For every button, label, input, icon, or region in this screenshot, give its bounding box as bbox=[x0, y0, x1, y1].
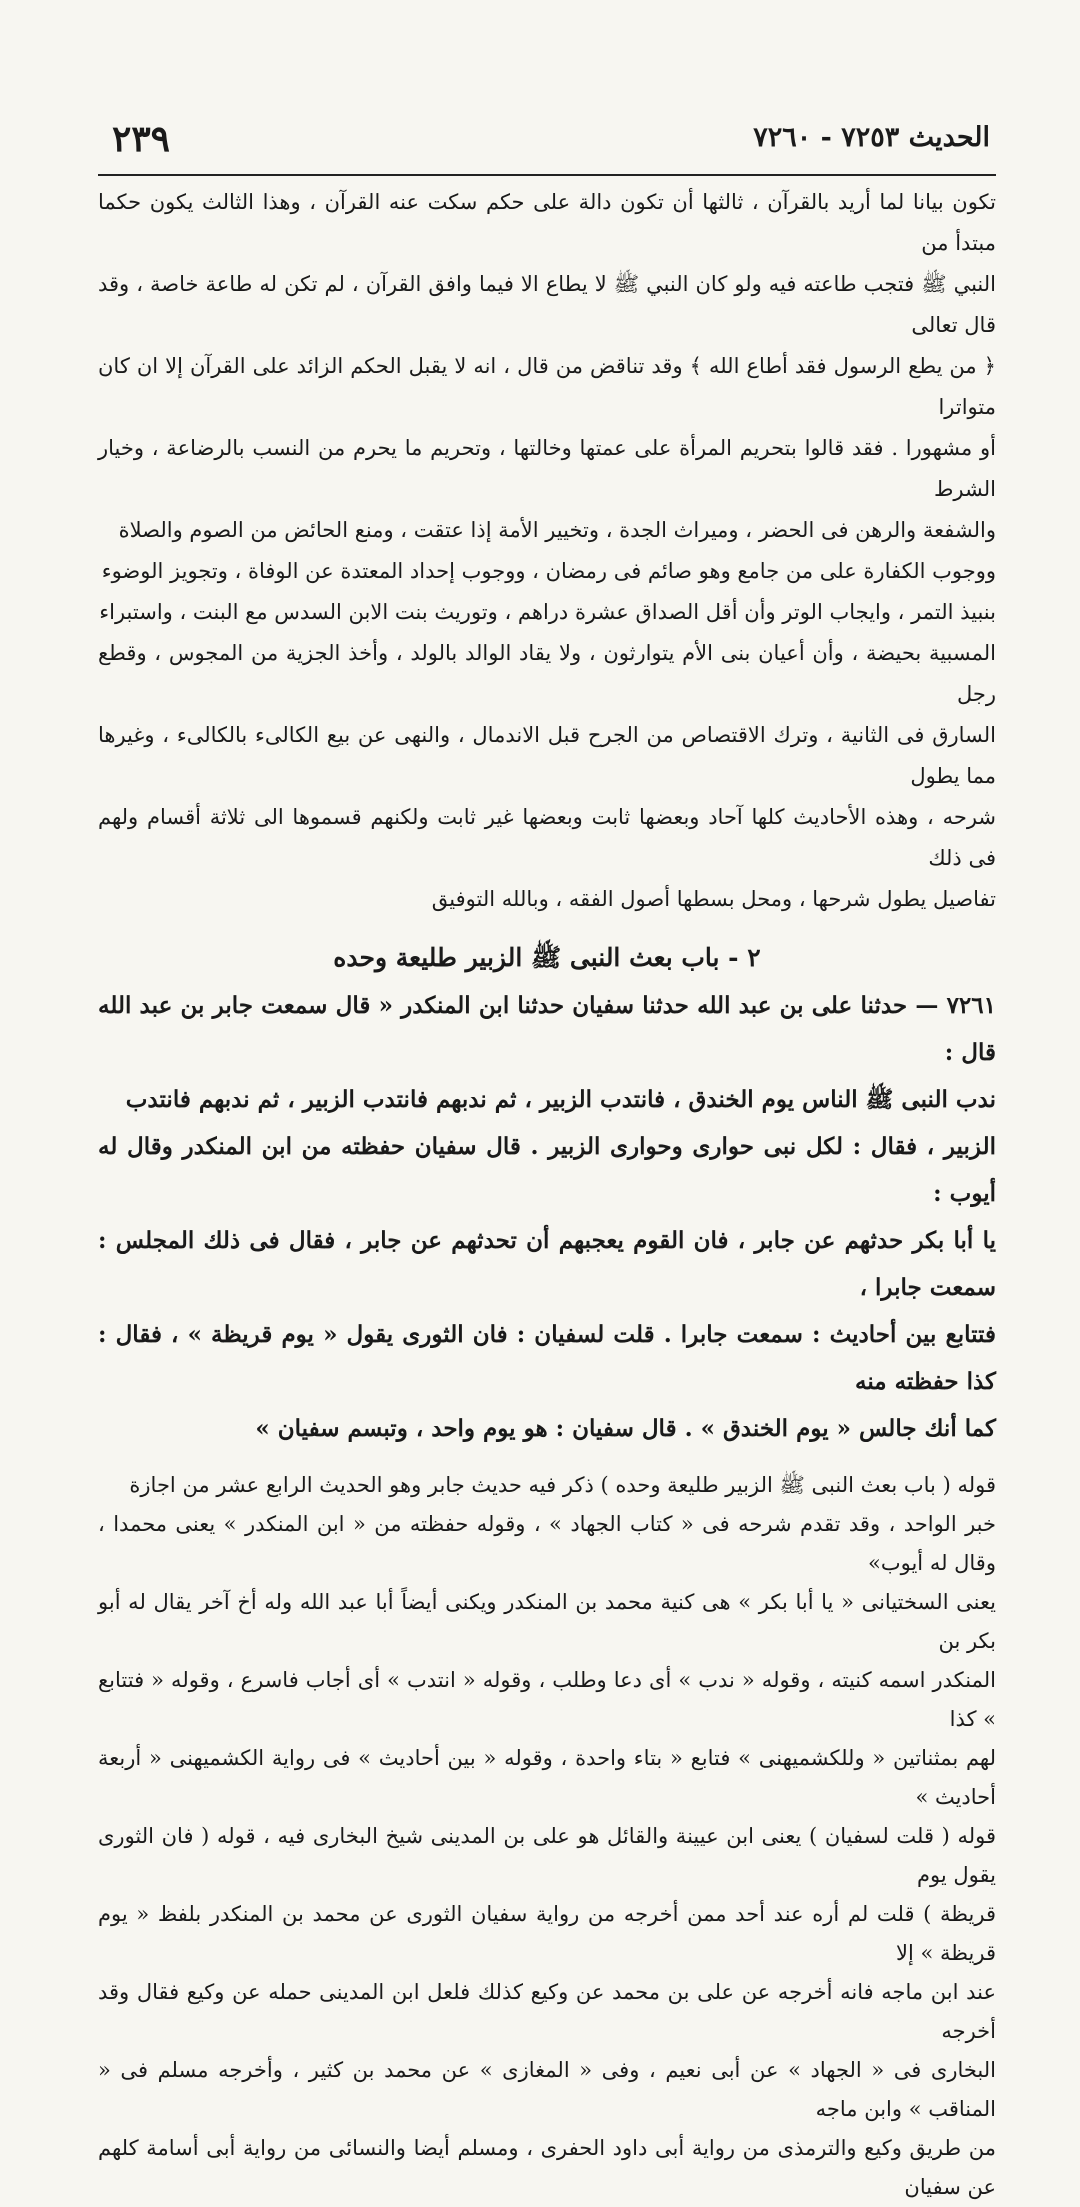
text-line: النبي ﷺ فتجب طاعته فيه ولو كان النبي ﷺ لا يطاع الا فيما وافق القرآن ، لم تكن له طاعة خاصة ، وقد قال تعالى bbox=[98, 272, 996, 337]
commentary-line: يعنى السختيانى « يا أبا بكر » هى كنية محمد بن المنكدر ويكنى أيضاً أبا عبد الله وله أخ آخر يقال له أبو بكر بن bbox=[98, 1590, 996, 1653]
text-line: ﴿ من يطع الرسول فقد أطاع الله ﴾ وقد تناقض من قال ، انه لا يقبل الحكم الزائد على القرآن إلا ان كان متواترا bbox=[98, 354, 996, 419]
text-line: ووجوب الكفارة على من جامع وهو صائم فى رمضان ، ووجوب إحداد المعتدة عن الوفاة ، وتجويز الوضوء bbox=[101, 559, 996, 583]
text-line: أو مشهورا . فقد قالوا بتحريم المرأة على عمتها وخالتها ، وتحريم ما يحرم من النسب بالرضاعة ، وخيار الشرط bbox=[98, 436, 997, 501]
hadith-line: كما أنك جالس « يوم الخندق » . قال سفيان : هو يوم واحد ، وتبسم سفيان » bbox=[255, 1415, 996, 1442]
text-line: تفاصيل يطول شرحها ، ومحل بسطها أصول الفقه ، وبالله التوفيق bbox=[431, 887, 996, 911]
text-line: المسبية بحيضة ، وأن أعيان بنى الأم يتوارثون ، ولا يقاد الوالد بالولد ، وأخذ الجزية من المجوس ، وقطع رجل bbox=[98, 641, 996, 706]
text-line: شرحه ، وهذه الأحاديث كلها آحاد وبعضها ثابت وبعضها غير ثابت ولكنهم قسموها الى ثلاثة أقسام ولهم فى ذلك bbox=[98, 805, 996, 870]
commentary bbox=[98, 1466, 996, 2207]
book-page bbox=[98, 118, 996, 2207]
hadith-line: ٧٢٦١ — حدثنا على بن عبد الله حدثنا سفيان حدثنا ابن المنكدر « قال سمعت جابر بن عبد الله قال : bbox=[98, 992, 996, 1066]
hadith-line: يا أبا بكر حدثهم عن جابر ، فان القوم يعجبهم أن تحدثهم عن جابر ، فقال فى ذلك المجلس : سمعت جابرا ، bbox=[98, 1227, 996, 1301]
commentary-line: خبر الواحد ، وقد تقدم شرحه فى « كتاب الجهاد » ، وقوله حفظته من « ابن المنكدر » يعنى محمدا ، وقال له أيوب» bbox=[98, 1512, 996, 1575]
hadith-line: ندب النبى ﷺ الناس يوم الخندق ، فانتدب الزبير ، ثم ندبهم فانتدب الزبير ، ثم ندبهم فانتدب bbox=[125, 1086, 996, 1113]
text-line: تكون بيانا لما أريد بالقرآن ، ثالثها أن تكون دالة على حكم سكت عنه القرآن ، وهذا الثالث يكون حكما مبتدأ من bbox=[98, 190, 996, 255]
page-header bbox=[98, 118, 996, 176]
page-number: ٢٣٩ bbox=[112, 118, 171, 160]
commentary-line: قوله ( باب بعث النبى ﷺ الزبير طليعة وحده ) ذكر فيه حديث جابر وهو الحديث الرابع عشر من اجازة bbox=[129, 1473, 996, 1497]
commentary-line: المنكدر اسمه كنيته ، وقوله « ندب » أى دعا وطلب ، وقوله « انتدب » أى أجاب فاسرع ، وقوله « فتتابع » كذا bbox=[98, 1668, 996, 1731]
hadith-text bbox=[98, 982, 996, 1452]
commentary-line: لهم بمثناتين « وللكشميهنى » فتابع « بتاء واحدة ، وقوله « بين أحاديث » فى رواية الكشميهنى « أربعة أحاديث » bbox=[98, 1746, 996, 1809]
text-line: والشفعة والرهن فى الحضر ، وميراث الجدة ، وتخيير الأمة إذا عتقت ، ومنع الحائض من الصوم والصلاة bbox=[118, 518, 996, 542]
commentary-line: قوله ( قلت لسفيان ) يعنى ابن عيينة والقائل هو على بن المدينى شيخ البخارى فيه ، قوله ( فان الثورى يقول يوم bbox=[98, 1824, 996, 1887]
text-line: بنبيذ التمر ، وايجاب الوتر وأن أقل الصداق عشرة دراهم ، وتوريث بنت الابن السدس مع البنت ، واستبراء bbox=[99, 600, 996, 624]
chapter-title: ٢ - باب بعث النبى ﷺ الزبير طليعة وحده bbox=[333, 943, 761, 972]
commentary-line: قريظة ) قلت لم أره عند أحد ممن أخرجه من رواية سفيان الثورى عن محمد بن المنكدر بلفظ « يوم قريظة » إلا bbox=[98, 1902, 996, 1965]
hadith-line: الزبير ، فقال : لكل نبى حوارى وحوارى الزبير . قال سفيان حفظته من ابن المنكدر وقال له أيوب : bbox=[98, 1133, 996, 1207]
text-line: السارق فى الثانية ، وترك الاقتصاص من الجرح قبل الاندمال ، والنهى عن بيع الكالىء بالكالىء ، وغيرها مما يطول bbox=[98, 723, 996, 788]
hadith-line: فتتابع بين أحاديث : سمعت جابرا . قلت لسفيان : فان الثورى يقول « يوم قريظة » ، فقال : كذا حفظته منه bbox=[98, 1321, 996, 1395]
commentary-line: عند ابن ماجه فانه أخرجه عن على بن محمد عن وكيع كذلك فلعل ابن المدينى حمله عن وكيع فقال وقد أخرجه bbox=[98, 1980, 996, 2043]
header-hadith-range: الحديث ٧٢٥٣ - ٧٢٦٠ bbox=[753, 122, 990, 153]
commentary-line: البخارى فى « الجهاد » عن أبى نعيم ، وفى « المغازى » عن محمد بن كثير ، وأخرجه مسلم فى « المناقب » وابن ماجه bbox=[98, 2058, 996, 2121]
paragraph-explanation bbox=[98, 182, 996, 920]
commentary-line: من طريق وكيع والترمذى من رواية أبى داود الحفرى ، ومسلم أيضا والنسائى من رواية أبى أسامة كلهم عن سفيان bbox=[98, 2136, 996, 2199]
